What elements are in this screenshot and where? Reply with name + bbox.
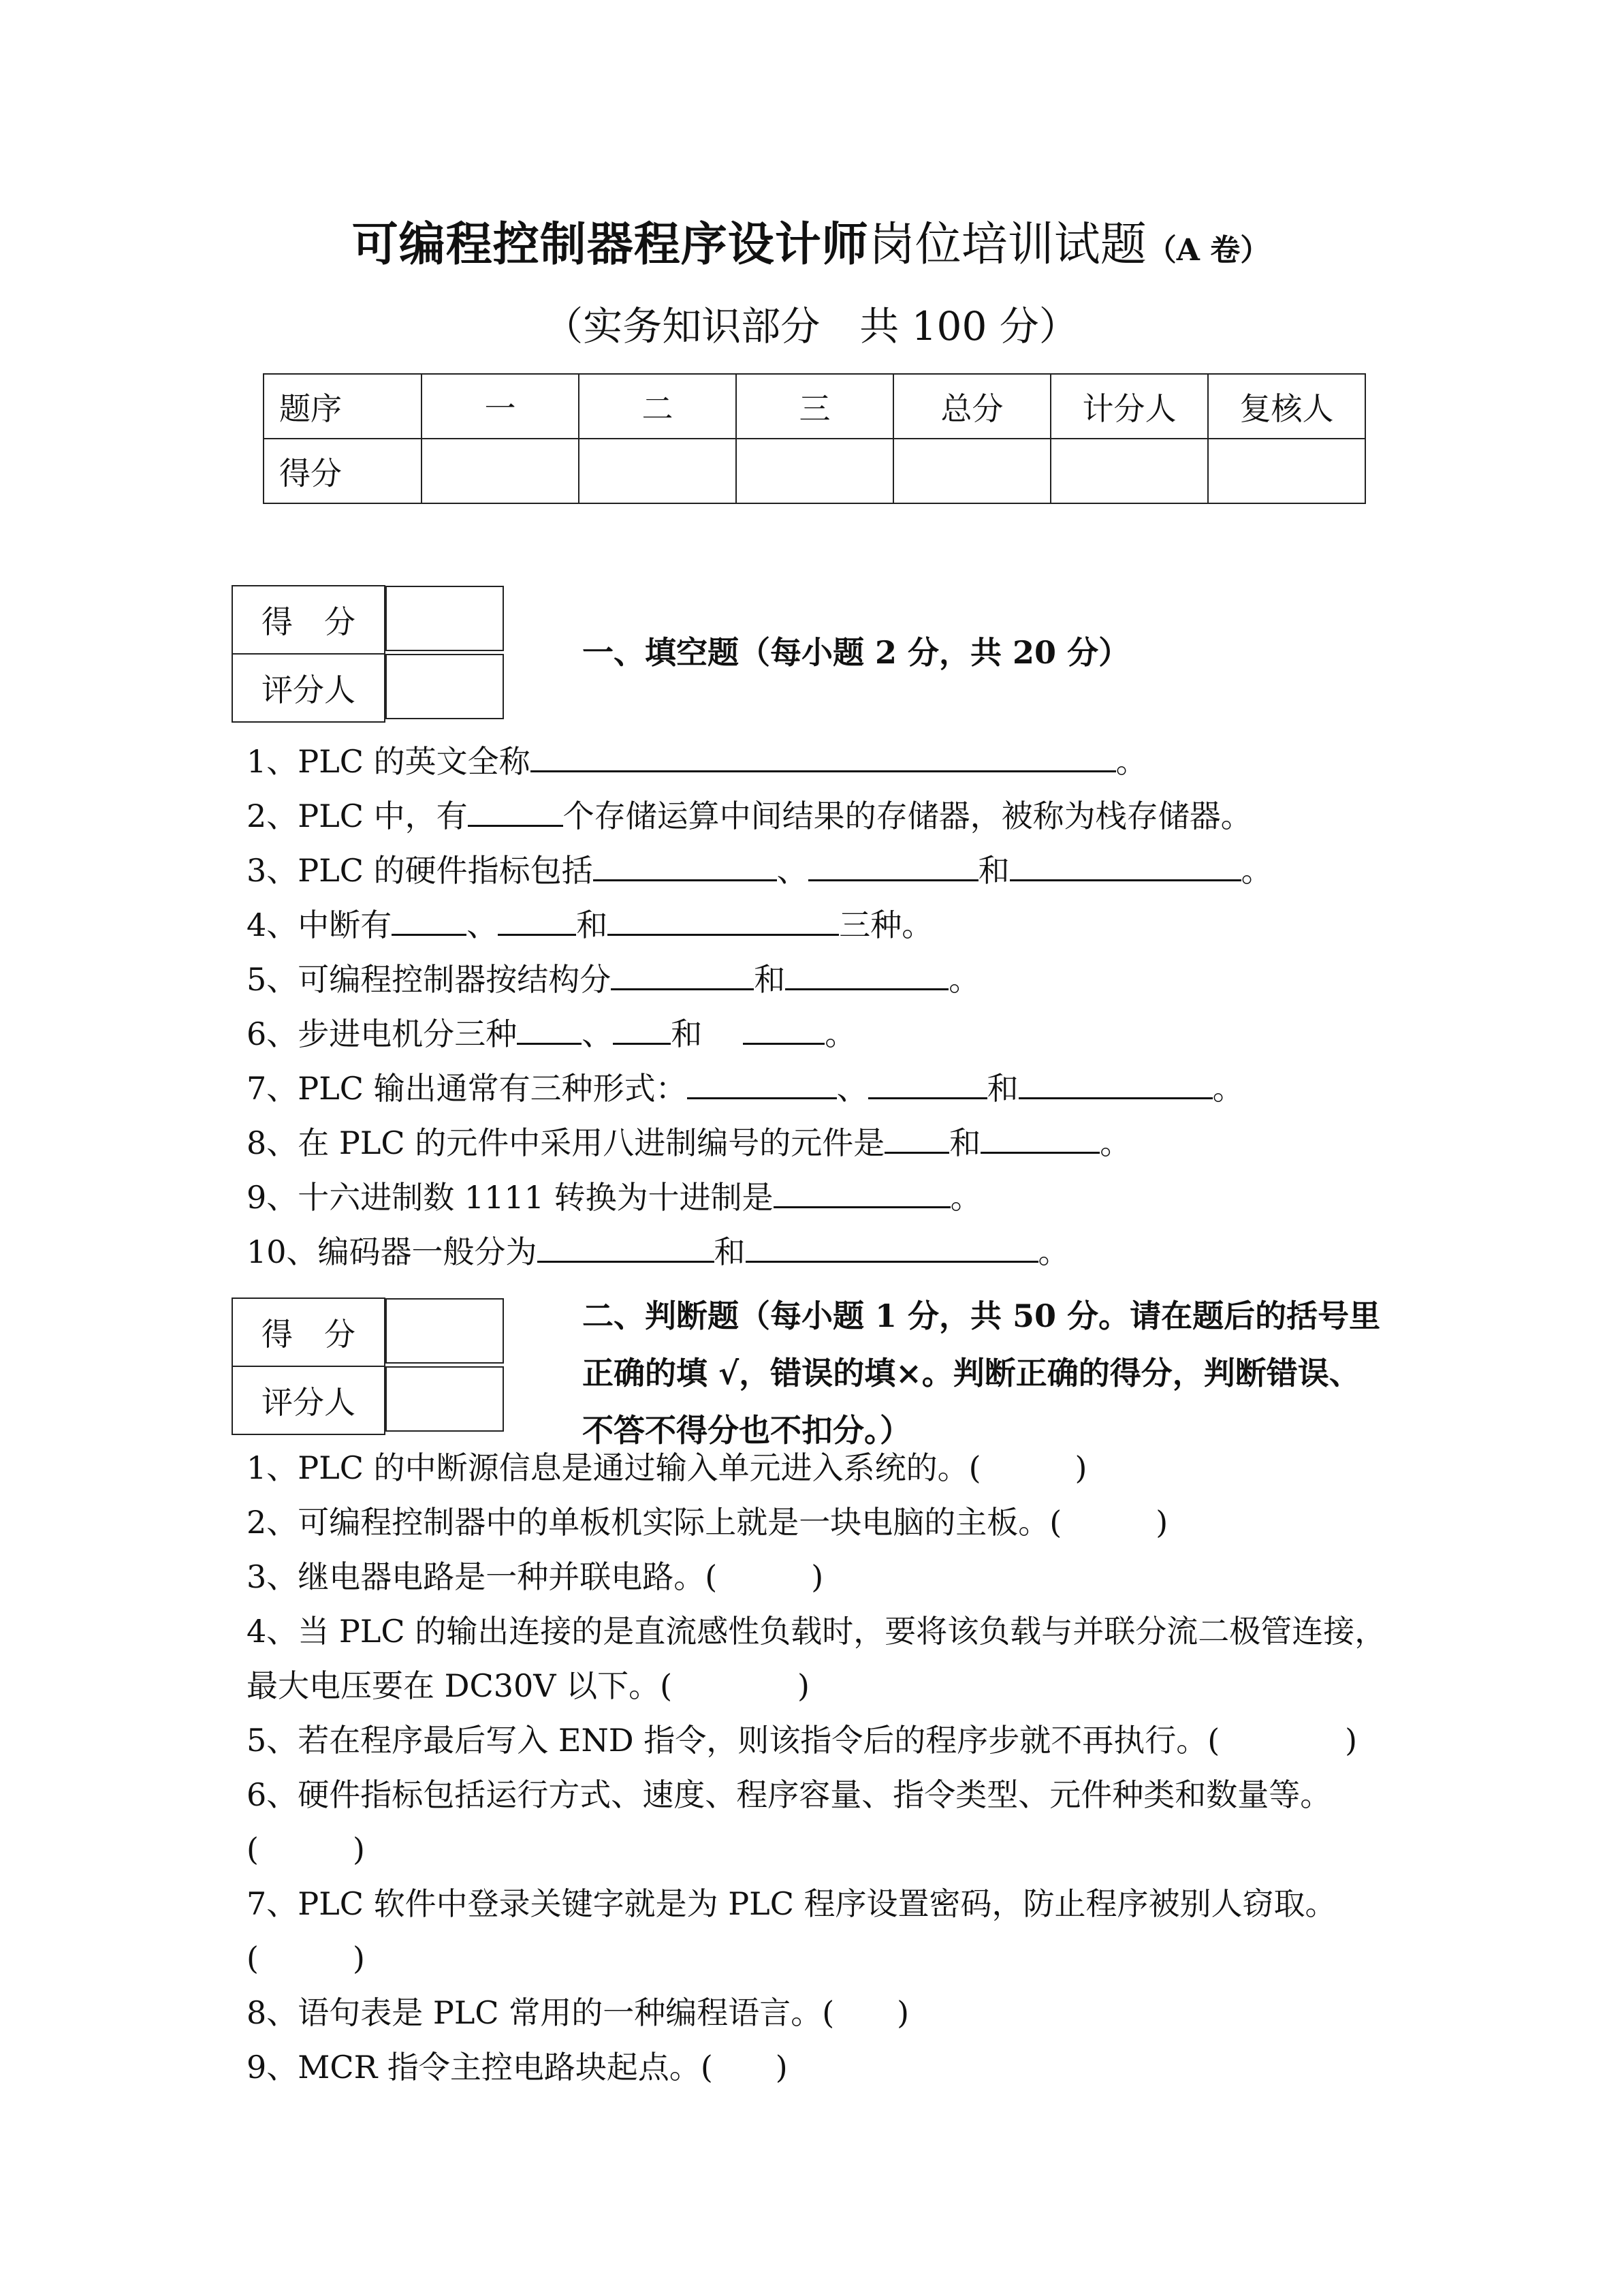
question-text: 和: [714, 1233, 746, 1270]
score-cell[interactable]: [422, 439, 579, 503]
score-header-cell: 题序: [264, 374, 422, 439]
question-text: 、: [776, 852, 808, 889]
answer-blank[interactable]: [885, 1125, 949, 1154]
fill-question: [247, 1068, 1244, 1109]
section2-heading-line: 二、判断题（每小题 1 分，共 50 分。请在题后的括号里: [582, 1298, 1381, 1334]
score-table-header-row: [264, 374, 1365, 439]
mini-grader-label: 评分人: [232, 1366, 385, 1434]
question-text: 和: [987, 1070, 1019, 1107]
title-bold-part: 可编程控制器程序设计师: [351, 218, 869, 272]
judge-question: 4、当 PLC 的输出连接的是直流感性负载时，要将该负载与并联分流二极管连接，: [247, 1613, 1386, 1650]
score-header-cell: 计分人: [1051, 374, 1208, 439]
question-text: 3、PLC 的硬件指标包括: [247, 852, 593, 889]
fill-question: [247, 796, 1252, 836]
judge-question: 7、PLC 软件中登录关键字就是为 PLC 程序设置密码，防止程序被别人窃取。: [247, 1885, 1337, 1922]
question-text: 、: [836, 1070, 868, 1107]
mini-score-cell[interactable]: [385, 586, 504, 651]
question-text: 。: [1115, 743, 1147, 780]
score-header-cell: 二: [579, 374, 736, 439]
question-text: 7、PLC 输出通常有三种形式：: [247, 1070, 687, 1107]
title-normal-part: 岗位培训试题: [868, 218, 1147, 272]
answer-blank[interactable]: [498, 907, 576, 936]
score-header-cell: 复核人: [1208, 374, 1365, 439]
score-cell[interactable]: [893, 439, 1051, 503]
score-table: [263, 373, 1366, 504]
answer-blank[interactable]: [1010, 852, 1241, 881]
question-text: 和: [978, 852, 1010, 889]
score-cell[interactable]: [1051, 439, 1208, 503]
question-text: 三种。: [839, 907, 934, 943]
question-text: 、: [582, 1016, 614, 1052]
question-text: 。: [825, 1016, 857, 1052]
question-text: 6、步进电机分三种: [247, 1016, 518, 1052]
question-text: 2、PLC 中，有: [247, 798, 468, 834]
question-text: 个存储运算中间结果的存储器，被称为栈存储器。: [562, 798, 1252, 834]
answer-blank[interactable]: [743, 1016, 825, 1045]
fill-question: [247, 1177, 982, 1218]
answer-blank[interactable]: [517, 1016, 582, 1045]
judge-question: 5、若在程序最后写入 END 指令，则该指令后的程序步就不再执行。( ): [247, 1722, 1358, 1759]
judge-question: ( ): [247, 1940, 365, 1977]
question-text: 和: [754, 961, 786, 998]
answer-blank[interactable]: [1019, 1070, 1213, 1099]
mini-grader-cell[interactable]: [385, 1366, 504, 1432]
fill-question: [247, 1122, 1131, 1163]
answer-blank[interactable]: [537, 1233, 714, 1263]
answer-blank[interactable]: [868, 1070, 987, 1099]
answer-blank[interactable]: [613, 1016, 671, 1045]
score-cell[interactable]: [579, 439, 736, 503]
question-text: 。: [1212, 1070, 1244, 1107]
question-text: 。: [1100, 1125, 1132, 1161]
fill-question: [247, 1231, 1070, 1272]
question-text: 和: [949, 1125, 981, 1161]
score-row-label: 得分: [264, 439, 422, 503]
judge-question: 1、PLC 的中断源信息是通过输入单元进入系统的。( ): [247, 1449, 1087, 1486]
mini-score-label: 得 分: [232, 1298, 385, 1366]
answer-blank[interactable]: [530, 743, 1116, 772]
section2-score-box: [232, 1298, 505, 1435]
fill-question: [247, 959, 980, 1000]
judge-question: 9、MCR 指令主控电路块起点。( ): [247, 2049, 788, 2086]
question-text: 。: [1241, 852, 1273, 889]
fill-question: [247, 1013, 856, 1054]
answer-blank[interactable]: [774, 1179, 951, 1208]
answer-blank[interactable]: [687, 1070, 837, 1099]
answer-blank[interactable]: [746, 1233, 1038, 1263]
mini-score-label: 得 分: [232, 586, 385, 654]
title-volume: （A 卷）: [1146, 233, 1271, 268]
answer-blank[interactable]: [593, 852, 777, 881]
question-text: 。: [1038, 1233, 1070, 1270]
judge-question: 3、继电器电路是一种并联电路。( ): [247, 1558, 824, 1595]
section2-heading-line: 不答不得分也不扣分。）: [582, 1412, 911, 1449]
answer-blank[interactable]: [785, 961, 949, 990]
score-table-score-row: [264, 439, 1365, 503]
question-text: 8、在 PLC 的元件中采用八进制编号的元件是: [247, 1125, 885, 1161]
answer-blank[interactable]: [611, 961, 754, 990]
mini-grader-label: 评分人: [232, 654, 385, 722]
section2-heading: [582, 1287, 1380, 1459]
judge-question: 最大电压要在 DC30V 以下。( ): [247, 1667, 810, 1704]
question-text: 9、十六进制数 1111 转换为十进制是: [247, 1179, 774, 1216]
fill-question: [247, 905, 933, 945]
question-text: 。: [950, 1179, 982, 1216]
judge-question: 2、可编程控制器中的单板机实际上就是一块电脑的主板。( ): [247, 1504, 1168, 1541]
judge-question: 8、语句表是 PLC 常用的一种编程语言。( ): [247, 1994, 910, 2031]
answer-blank[interactable]: [468, 798, 563, 827]
answer-blank[interactable]: [607, 907, 839, 936]
section1-heading: 一、填空题（每小题 2 分，共 20 分）: [582, 634, 1130, 671]
question-text: 。: [949, 961, 981, 998]
judge-question: 6、硬件指标包括运行方式、速度、程序容量、指令类型、元件种类和数量等。: [247, 1776, 1332, 1813]
question-text: 4、中断有: [247, 907, 392, 943]
answer-blank[interactable]: [392, 907, 466, 936]
mini-score-cell[interactable]: [385, 1298, 504, 1364]
score-header-cell: 总分: [893, 374, 1051, 439]
judge-question: ( ): [247, 1831, 365, 1868]
answer-blank[interactable]: [808, 852, 979, 881]
question-text: 和: [671, 1016, 703, 1052]
question-text: 1、PLC 的英文全称: [247, 743, 530, 780]
score-header-cell: 一: [422, 374, 579, 439]
score-cell[interactable]: [736, 439, 893, 503]
exam-subtitle: （实务知识部分 共 100 分）: [543, 303, 1079, 349]
fill-question: [247, 741, 1147, 782]
fill-question: [247, 850, 1273, 891]
question-text: 10、编码器一般分为: [247, 1233, 537, 1270]
section1-score-box: [232, 585, 505, 723]
section2-heading-line: 正确的填 √，错误的填×。判断正确的得分，判断错误、: [582, 1355, 1361, 1391]
score-cell[interactable]: [1208, 439, 1365, 503]
score-header-cell: 三: [736, 374, 893, 439]
exam-title: [0, 208, 1622, 274]
question-text: 5、可编程控制器按结构分: [247, 961, 611, 998]
question-text: 和: [576, 907, 608, 943]
mini-grader-cell[interactable]: [385, 654, 504, 719]
answer-blank[interactable]: [981, 1125, 1100, 1154]
question-text: 、: [466, 907, 498, 943]
